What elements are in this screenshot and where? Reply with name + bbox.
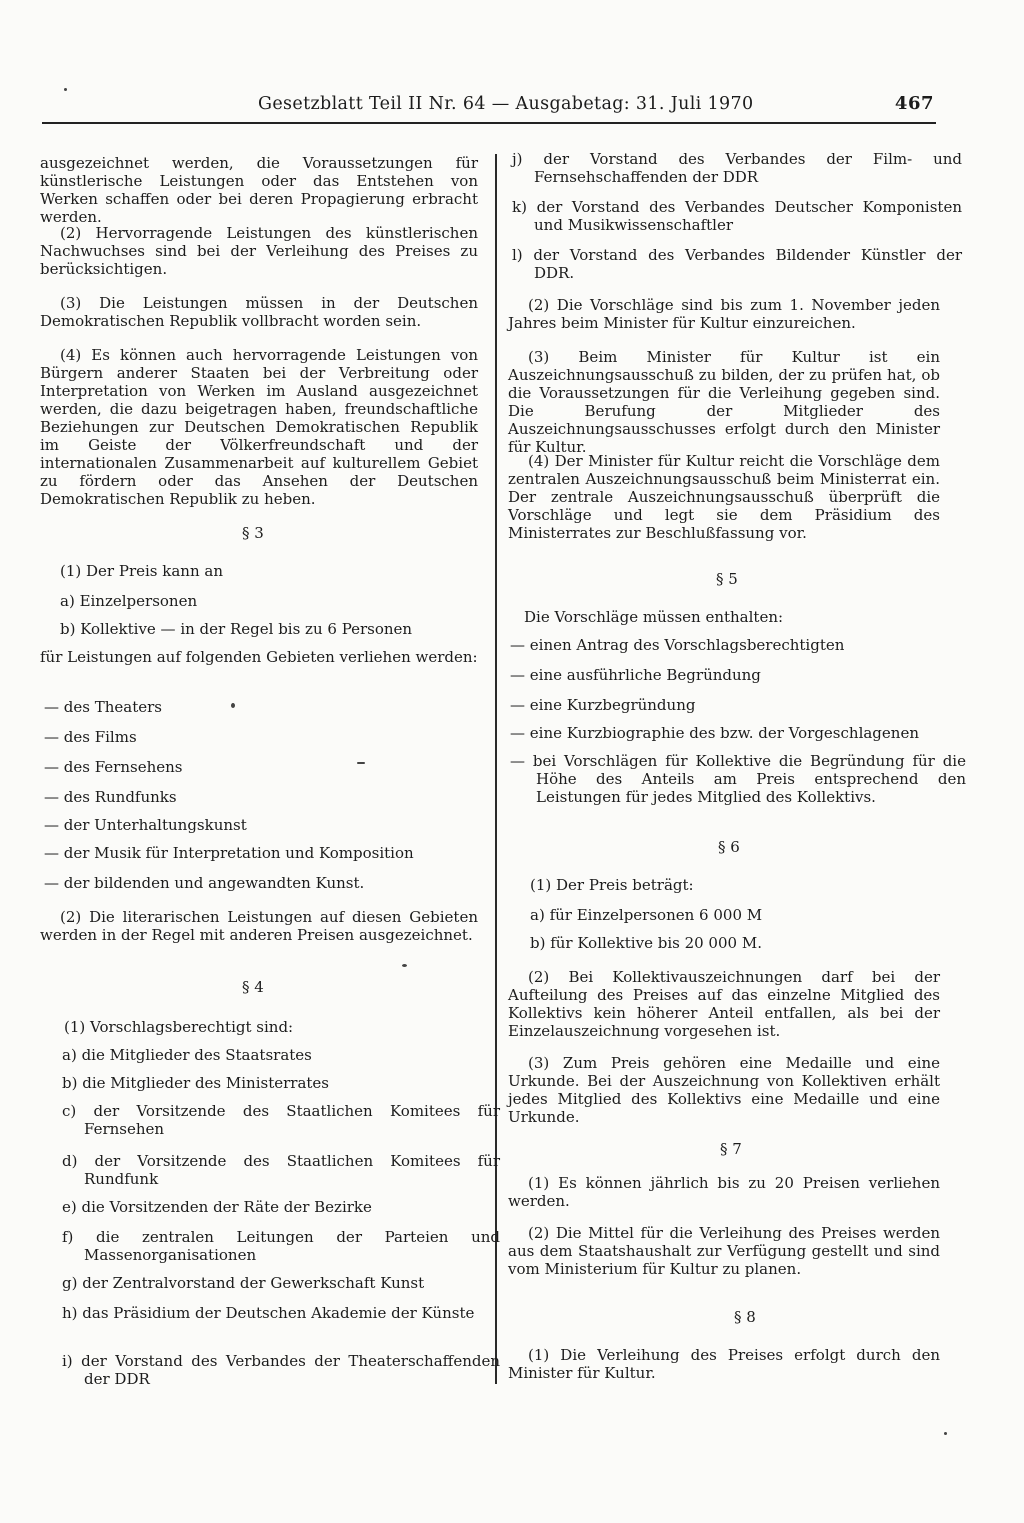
s5-list-item: — eine ausführliche Begründung bbox=[510, 666, 761, 684]
page-number: 467 bbox=[894, 93, 934, 114]
s3-para-1: (1) Der Preis kann an bbox=[60, 562, 223, 580]
section-heading-3: § 3 bbox=[242, 524, 264, 542]
s7-para-1: (1) Es können jährlich bis zu 20 Preisen verliehen werden. bbox=[508, 1174, 940, 1210]
s4-list-item: a) die Mitglieder des Staatsrates bbox=[62, 1046, 312, 1064]
s6-para-1: (1) Der Preis beträgt: bbox=[530, 876, 694, 894]
scan-speck bbox=[64, 88, 67, 91]
s3-fields-intro: für Leistungen auf folgenden Gebieten verliehen werden: bbox=[40, 648, 478, 666]
s4-list-item: b) die Mitglieder des Ministerrates bbox=[62, 1074, 329, 1092]
s5-list-item: — eine Kurzbiographie des bzw. der Vorgeschlagenen bbox=[510, 724, 919, 742]
s4-list-item: j) der Vorstand des Verbandes der Film- und Fernsehschaffenden der DDR bbox=[512, 150, 962, 186]
s4-list-item: i) der Vorstand des Verbandes der Theaterschaffenden der DDR bbox=[62, 1352, 500, 1388]
s6-item-a: a) für Einzelpersonen 6 000 M bbox=[530, 906, 763, 924]
paragraph-2-3: (3) Die Leistungen müssen in der Deutschen Demokratischen Republik vollbracht worden sein. bbox=[40, 294, 478, 330]
paragraph-2-4: (4) Es können auch hervorragende Leistungen von Bürgern anderer Staaten bei der Verbreitung oder Interpretation von Werken im Ausland ausgezeichnet werden, die dazu beigetragen haben, freundschaftliche Beziehungen zur Deutschen Demokratischen Republik im Geiste der Völkerfreundschaft und der internationalen Zusammenarbeit auf kulturellem Gebiet zu fördern oder das Ansehen der Deutschen Demokratischen Republik zu heben. bbox=[40, 346, 478, 508]
scan-speck bbox=[944, 1432, 947, 1435]
s3-field-item: — der bildenden und angewandten Kunst. bbox=[44, 874, 365, 892]
s5-list-item: — einen Antrag des Vorschlagsberechtigten bbox=[510, 636, 845, 654]
section-heading-4: § 4 bbox=[242, 978, 264, 996]
s4-list-item: f) die zentralen Leitungen der Parteien und Massenorganisationen bbox=[62, 1228, 500, 1264]
s4-para-3: (3) Beim Minister für Kultur ist ein Auszeichnungsausschuß zu bilden, der zu prüfen hat, ob die Voraussetzungen für die Verleihung gegeben sind. Die Berufung der Mitglieder des Auszeichnungsausschusses erfolgt durch den Minister für Kultur. bbox=[508, 348, 940, 456]
paragraph-intro: ausgezeichnet werden, die Voraussetzungen für künstlerische Leistungen oder das Entstehen von Werken schaffen oder bei deren Propagierung erbracht werden. bbox=[40, 154, 478, 226]
s3-field-item: — des Films bbox=[44, 728, 137, 746]
s4-list-item: e) die Vorsitzenden der Räte der Bezirke bbox=[62, 1198, 372, 1216]
section-heading-8: § 8 bbox=[734, 1308, 756, 1326]
scan-speck bbox=[231, 703, 235, 708]
s5-list-item: — bei Vorschlägen für Kollektive die Begründung für die Höhe des Anteils am Preis entsprechend den Leistungen für jedes Mitglied des Kollektivs. bbox=[510, 752, 966, 806]
s6-para-3: (3) Zum Preis gehören eine Medaille und eine Urkunde. Bei der Auszeichnung von Kollektiven erhält jedes Mitglied des Kollektivs eine Medaille und eine Urkunde. bbox=[508, 1054, 940, 1126]
s3-item-b: b) Kollektive — in der Regel bis zu 6 Personen bbox=[60, 620, 413, 638]
s4-para-1: (1) Vorschlagsberechtigt sind: bbox=[64, 1018, 294, 1036]
s3-item-a: a) Einzelpersonen bbox=[60, 592, 198, 610]
s4-list-item: g) der Zentralvorstand der Gewerkschaft Kunst bbox=[62, 1274, 425, 1292]
s3-para-2: (2) Die literarischen Leistungen auf diesen Gebieten werden in der Regel mit anderen Preisen ausgezeichnet. bbox=[40, 908, 478, 944]
s3-field-item: — des Fernsehens bbox=[44, 758, 183, 776]
section-heading-5: § 5 bbox=[716, 570, 738, 588]
s4-list-item: k) der Vorstand des Verbandes Deutscher Komponisten und Musikwissenschaftler bbox=[512, 198, 962, 234]
s4-list-item: d) der Vorsitzende des Staatlichen Komitees für Rundfunk bbox=[62, 1152, 500, 1188]
s4-list-item: l) der Vorstand des Verbandes Bildender Künstler der DDR. bbox=[512, 246, 962, 282]
section-heading-6: § 6 bbox=[718, 838, 740, 856]
s6-para-2: (2) Bei Kollektivauszeichnungen darf bei der Aufteilung des Preises auf das einzelne Mitglied des Kollektivs kein höherer Anteil entfallen, als bei der Einzelauszeichnung vorgesehen ist. bbox=[508, 968, 940, 1040]
s3-field-item: — des Rundfunks bbox=[44, 788, 177, 806]
section-heading-7: § 7 bbox=[720, 1140, 742, 1158]
s8-para-1: (1) Die Verleihung des Preises erfolgt durch den Minister für Kultur. bbox=[508, 1346, 940, 1382]
s4-para-2: (2) Die Vorschläge sind bis zum 1. November jeden Jahres beim Minister für Kultur einzureichen. bbox=[508, 296, 940, 332]
scan-speck bbox=[402, 964, 407, 967]
s3-field-item: — des Theaters bbox=[44, 698, 162, 716]
s4-para-4: (4) Der Minister für Kultur reicht die Vorschläge dem zentralen Auszeichnungsausschuß beim Ministerrat ein. Der zentrale Auszeichnungsausschuß überprüft die Vorschläge und legt sie dem Präsidium des Ministerrates zur Beschlußfassung vor. bbox=[508, 452, 940, 542]
s4-list-item: h) das Präsidium der Deutschen Akademie der Künste bbox=[62, 1304, 475, 1322]
s5-list-item: — eine Kurzbegründung bbox=[510, 696, 696, 714]
s3-field-item: — der Musik für Interpretation und Komposition bbox=[44, 844, 414, 862]
s7-para-2: (2) Die Mittel für die Verleihung des Preises werden aus dem Staatshaushalt zur Verfügung gestellt und sind vom Ministerium für Kultur zu planen. bbox=[508, 1224, 940, 1278]
s4-list-item: c) der Vorsitzende des Staatlichen Komitees für Fernsehen bbox=[62, 1102, 500, 1138]
scan-speck bbox=[357, 762, 365, 764]
publication-title: Gesetzblatt Teil II Nr. 64 — Ausgabetag: 31. Juli 1970 bbox=[258, 94, 754, 114]
s3-field-item: — der Unterhaltungskunst bbox=[44, 816, 247, 834]
s6-item-b: b) für Kollektive bis 20 000 M. bbox=[530, 934, 762, 952]
s5-intro: Die Vorschläge müssen enthalten: bbox=[524, 608, 784, 626]
paragraph-2-2: (2) Hervorragende Leistungen des künstlerischen Nachwuchses sind bei der Verleihung des Preises zu berücksichtigen. bbox=[40, 224, 478, 278]
page-header bbox=[42, 88, 936, 124]
